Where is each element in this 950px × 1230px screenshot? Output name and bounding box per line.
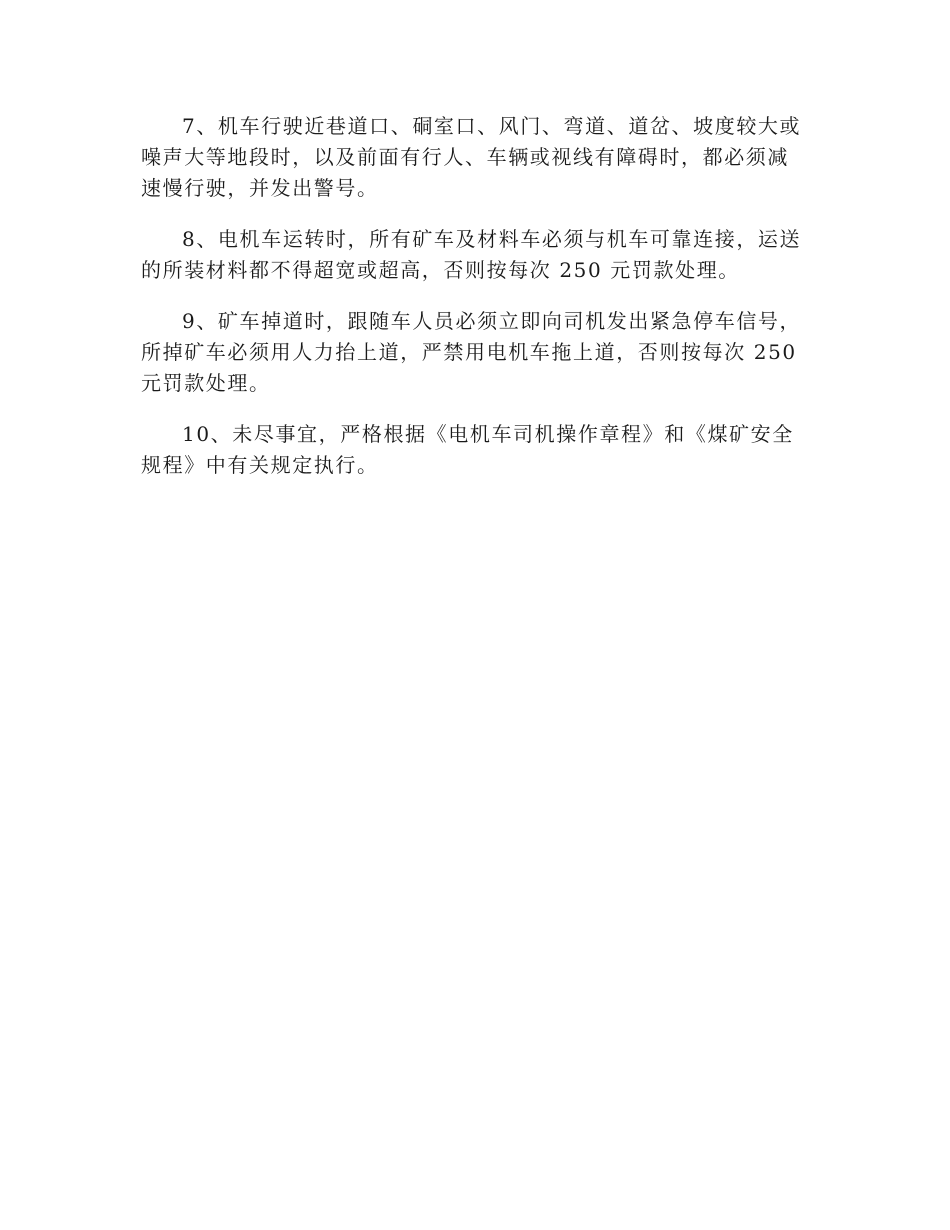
paragraph-line: 8、电机车运转时，所有矿车及材料车必须与机车可靠连接，运送 <box>182 227 802 251</box>
paragraph-line: 9、矿车掉道时，跟随车人员必须立即向司机发出紧急停车信号， <box>182 309 802 333</box>
paragraph-line: 噪声大等地段时，以及前面有行人、车辆或视线有障碍时，都必须减 <box>141 145 789 169</box>
paragraph-item-9 <box>141 306 809 399</box>
paragraph-item-8 <box>141 224 809 286</box>
paragraph-line: 7、机车行驶近巷道口、硐室口、风门、弯道、道岔、坡度较大或 <box>182 114 802 138</box>
paragraph-item-10 <box>141 419 809 481</box>
paragraph-line: 10、未尽事宜，严格根据《电机车司机操作章程》和《煤矿安全 <box>182 422 794 446</box>
paragraph-line: 元罚款处理。 <box>141 371 271 395</box>
paragraph-line: 的所装材料都不得超宽或超高，否则按每次 250 元罚款处理。 <box>141 258 740 282</box>
paragraph-line: 速慢行驶，并发出警号。 <box>141 176 379 200</box>
paragraph-line: 规程》中有关规定执行。 <box>141 453 379 477</box>
paragraph-item-7 <box>141 111 809 204</box>
document-body <box>141 111 809 501</box>
paragraph-line: 所掉矿车必须用人力抬上道，严禁用电机车拖上道，否则按每次 250 <box>141 340 797 364</box>
